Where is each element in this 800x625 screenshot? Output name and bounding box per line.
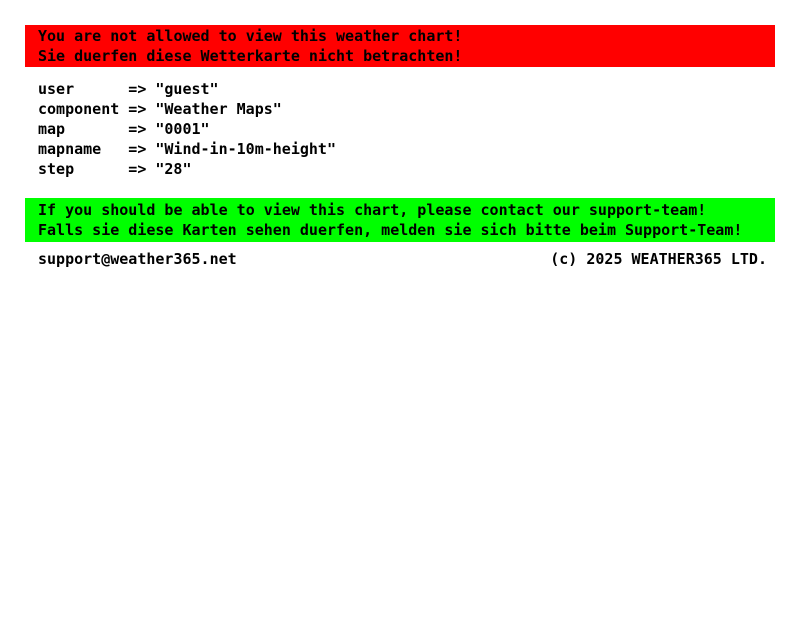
detail-value: "28"	[155, 160, 192, 178]
detail-value: "Wind-in-10m-height"	[155, 140, 336, 158]
arrow-glyph: =>	[128, 80, 147, 98]
access-denied-message-de: Sie duerfen diese Wetterkarte nicht betrachten!	[38, 47, 463, 65]
request-details	[25, 79, 775, 179]
detail-key: mapname	[38, 140, 102, 158]
copyright-notice: (c) 2025 WEATHER365 LTD.	[550, 250, 767, 268]
detail-key: component	[38, 100, 120, 118]
detail-key: map	[38, 120, 66, 138]
detail-key: step	[38, 160, 75, 178]
detail-row-step	[38, 159, 775, 179]
detail-value: "Weather Maps"	[155, 100, 282, 118]
arrow-glyph: =>	[128, 160, 147, 178]
page-content	[25, 25, 775, 269]
detail-value: "0001"	[155, 120, 210, 138]
footer	[25, 249, 775, 269]
support-message-en: If you should be able to view this chart, please contact our support-team!	[38, 201, 707, 219]
arrow-glyph: =>	[128, 120, 147, 138]
access-denied-message-en: You are not allowed to view this weather chart!	[38, 27, 463, 45]
detail-row-user	[38, 79, 775, 99]
detail-row-map	[38, 119, 775, 139]
detail-value: "guest"	[155, 80, 219, 98]
arrow-glyph: =>	[128, 140, 147, 158]
detail-row-component	[38, 99, 775, 119]
support-email: support@weather365.net	[38, 250, 237, 268]
detail-row-mapname	[38, 139, 775, 159]
support-info-banner	[25, 198, 775, 242]
arrow-glyph: =>	[128, 100, 147, 118]
detail-key: user	[38, 80, 75, 98]
access-denied-banner	[25, 25, 775, 67]
support-message-de: Falls sie diese Karten sehen duerfen, melden sie sich bitte beim Support-Team!	[38, 221, 743, 239]
